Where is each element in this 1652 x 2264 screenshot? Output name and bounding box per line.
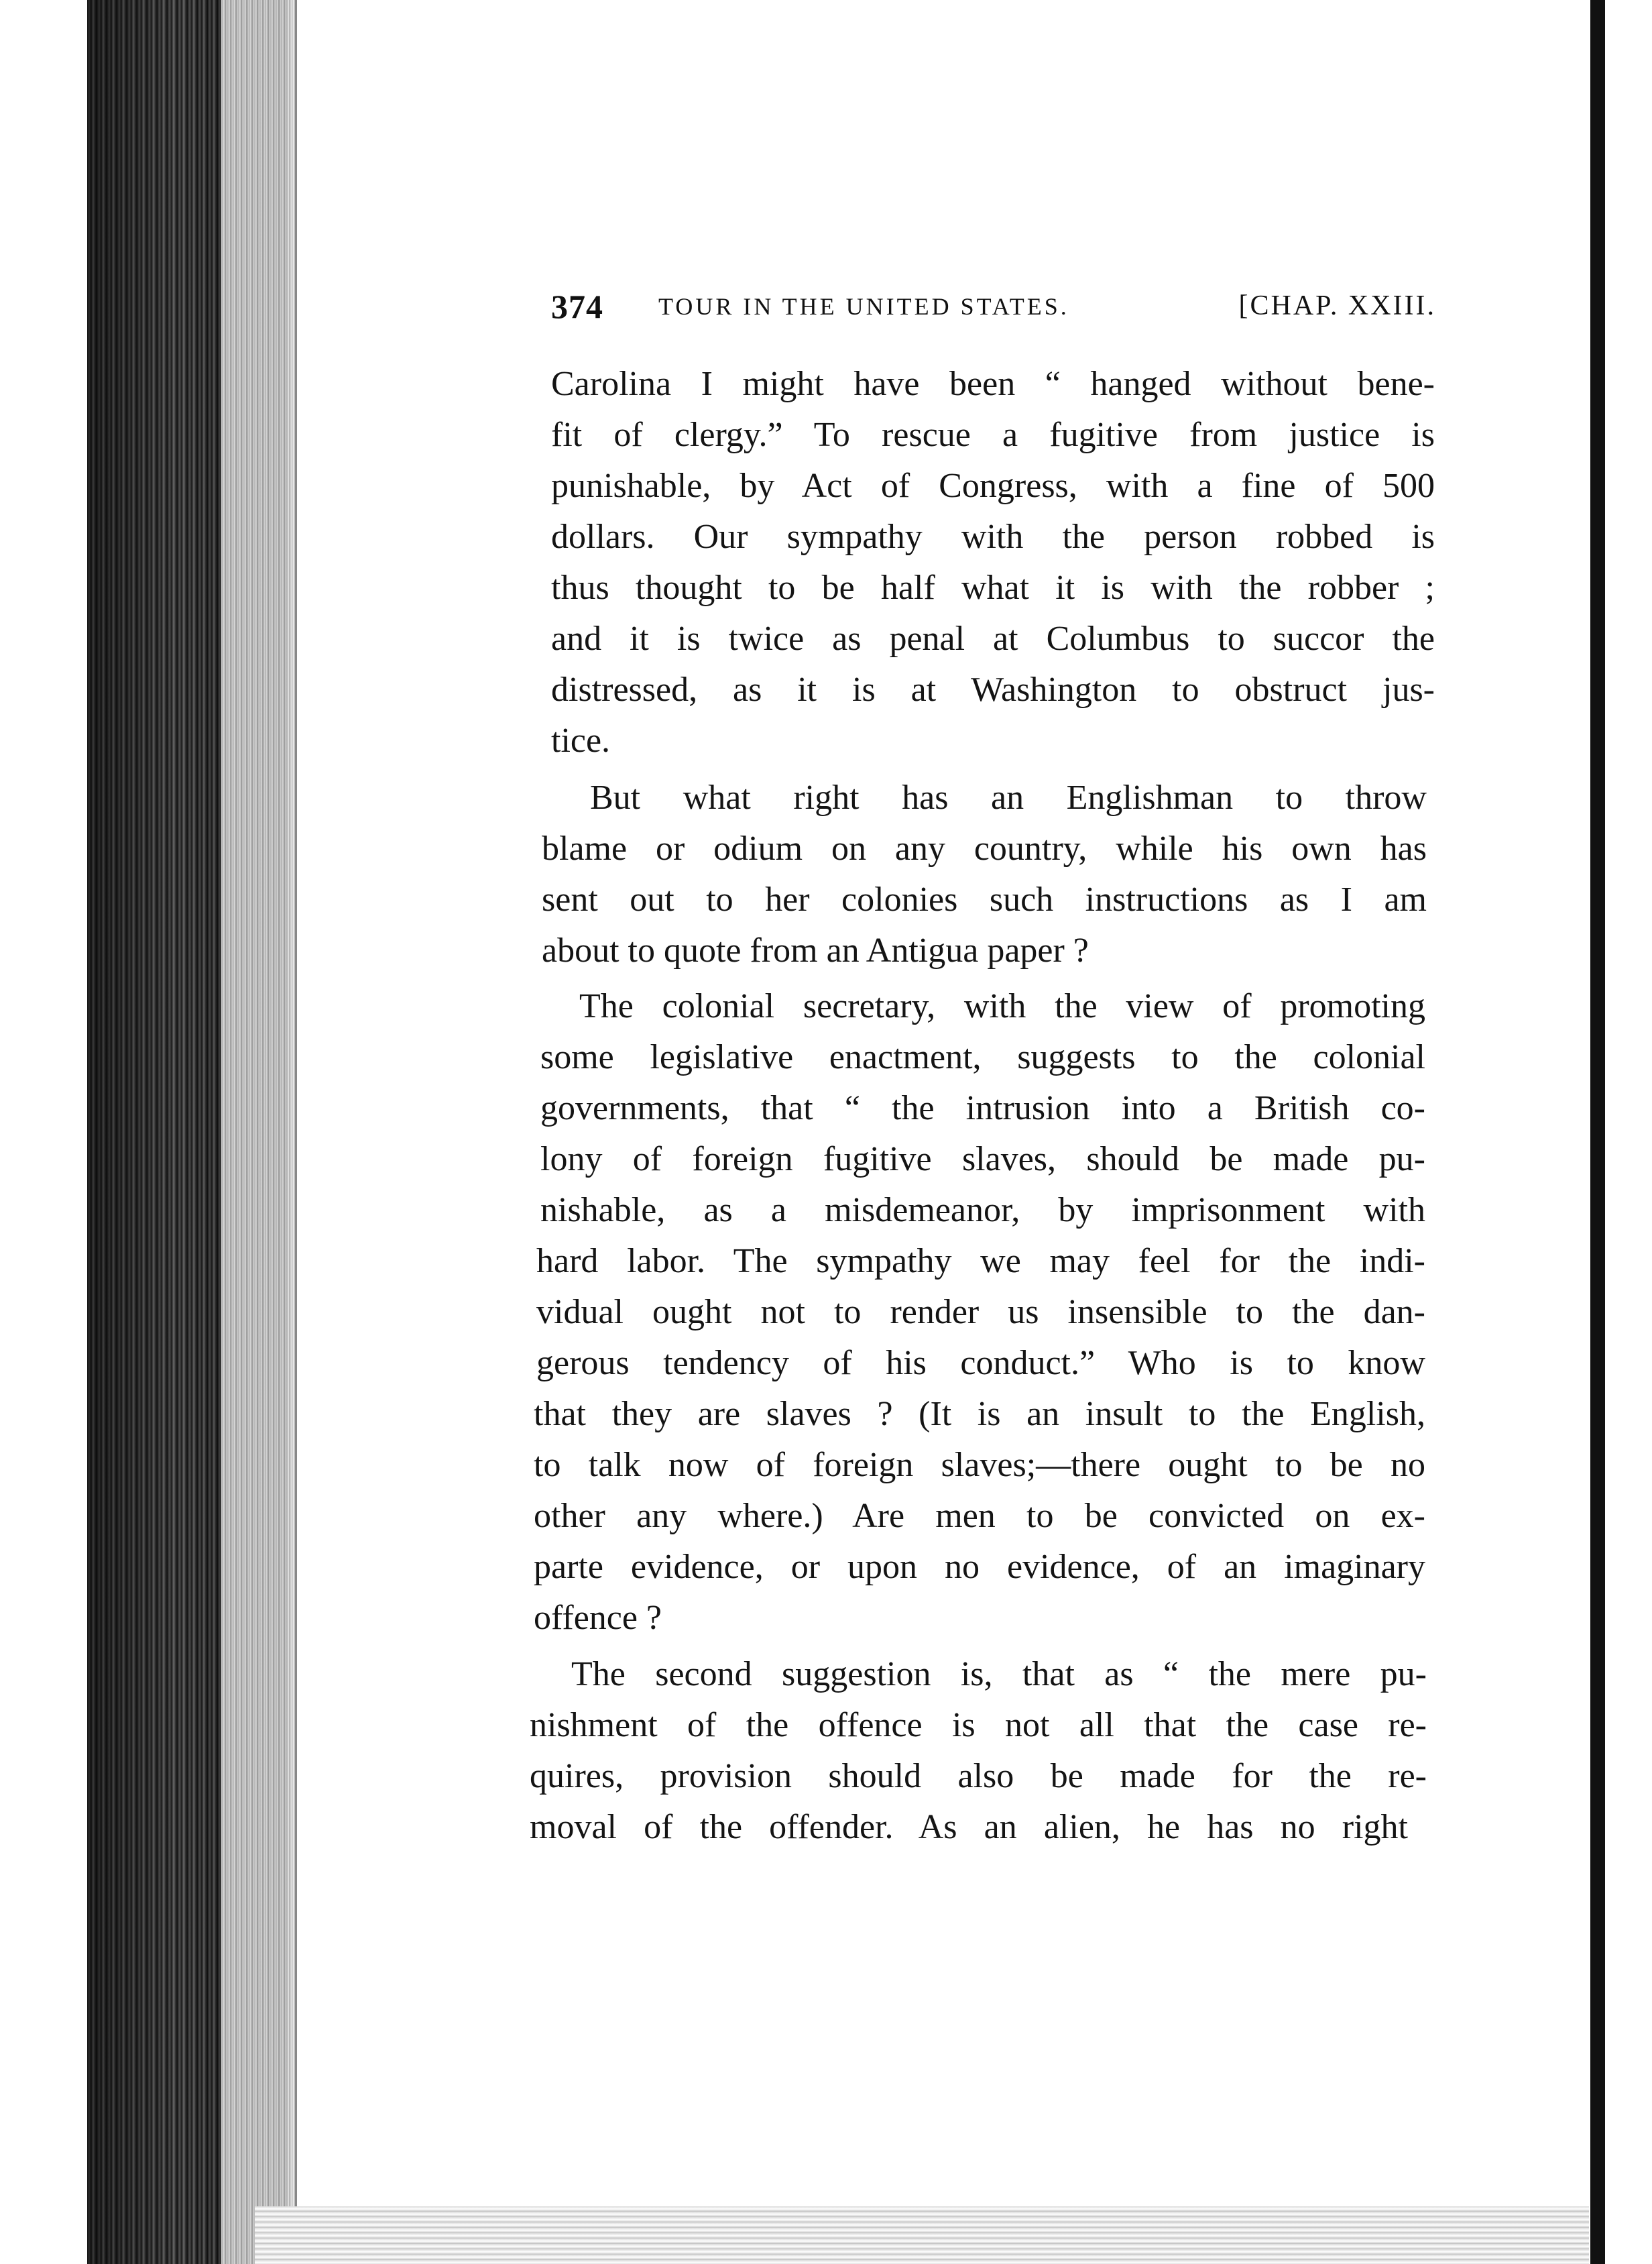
text-line: fit of clergy.” To rescue a fugitive from justice is	[551, 416, 1435, 454]
text-line: thus thought to be half what it is with the robber ;	[551, 569, 1435, 607]
text-line: and it is twice as penal at Columbus to succor the	[551, 620, 1435, 658]
text-line: governments, that “ the intrusion into a British co-	[540, 1089, 1425, 1127]
text-line: nishment of the offence is not all that the case re-	[530, 1706, 1427, 1744]
text-line: about to quote from an Antigua paper ?	[542, 931, 1089, 970]
text-line: gerous tendency of his conduct.” Who is to know	[536, 1344, 1425, 1382]
text-line: nishable, as a misdemeanor, by imprisonment with	[540, 1191, 1425, 1229]
text-line: parte evidence, or upon no evidence, of an imaginary	[534, 1548, 1425, 1586]
text-line: distressed, as it is at Washington to obstruct jus-	[551, 671, 1435, 709]
text-line: But what right has an Englishman to throw	[590, 779, 1427, 817]
text-line: The colonial secretary, with the view of promoting	[579, 987, 1425, 1025]
text-line: some legislative enactment, suggests to the colonial	[540, 1038, 1425, 1076]
text-line: that they are slaves ? (It is an insult to the English,	[534, 1395, 1425, 1433]
text-line: lony of foreign fugitive slaves, should be made pu-	[540, 1140, 1425, 1178]
text-line: The second suggestion is, that as “ the mere pu-	[571, 1655, 1427, 1693]
text-line: other any where.) Are men to be convicted on ex-	[534, 1497, 1425, 1535]
text-line: to talk now of foreign slaves;—there ought to be no	[534, 1446, 1425, 1484]
text-line: blame or odium on any country, while his own has	[542, 830, 1427, 868]
text-line: tice.	[551, 722, 611, 760]
text-line: moval of the offender. As an alien, he has no right	[530, 1808, 1408, 1846]
text-line: vidual ought not to render us insensible to the dan-	[536, 1293, 1425, 1331]
text-line: punishable, by Act of Congress, with a fine of 500	[551, 467, 1435, 505]
text-line: offence ?	[534, 1599, 662, 1637]
text-line: Carolina I might have been “ hanged without bene-	[551, 365, 1435, 403]
text-line: sent out to her colonies such instructions as I am	[542, 881, 1427, 919]
text-line: dollars. Our sympathy with the person robbed is	[551, 518, 1435, 556]
text-line: hard labor. The sympathy we may feel for the indi-	[536, 1242, 1425, 1280]
text-line: quires, provision should also be made for the re-	[530, 1757, 1427, 1795]
running-title: TOUR IN THE UNITED STATES.	[658, 293, 1069, 320]
page-number: 374	[551, 288, 603, 325]
chapter-marker: [CHAP. XXIII.	[1238, 290, 1436, 321]
